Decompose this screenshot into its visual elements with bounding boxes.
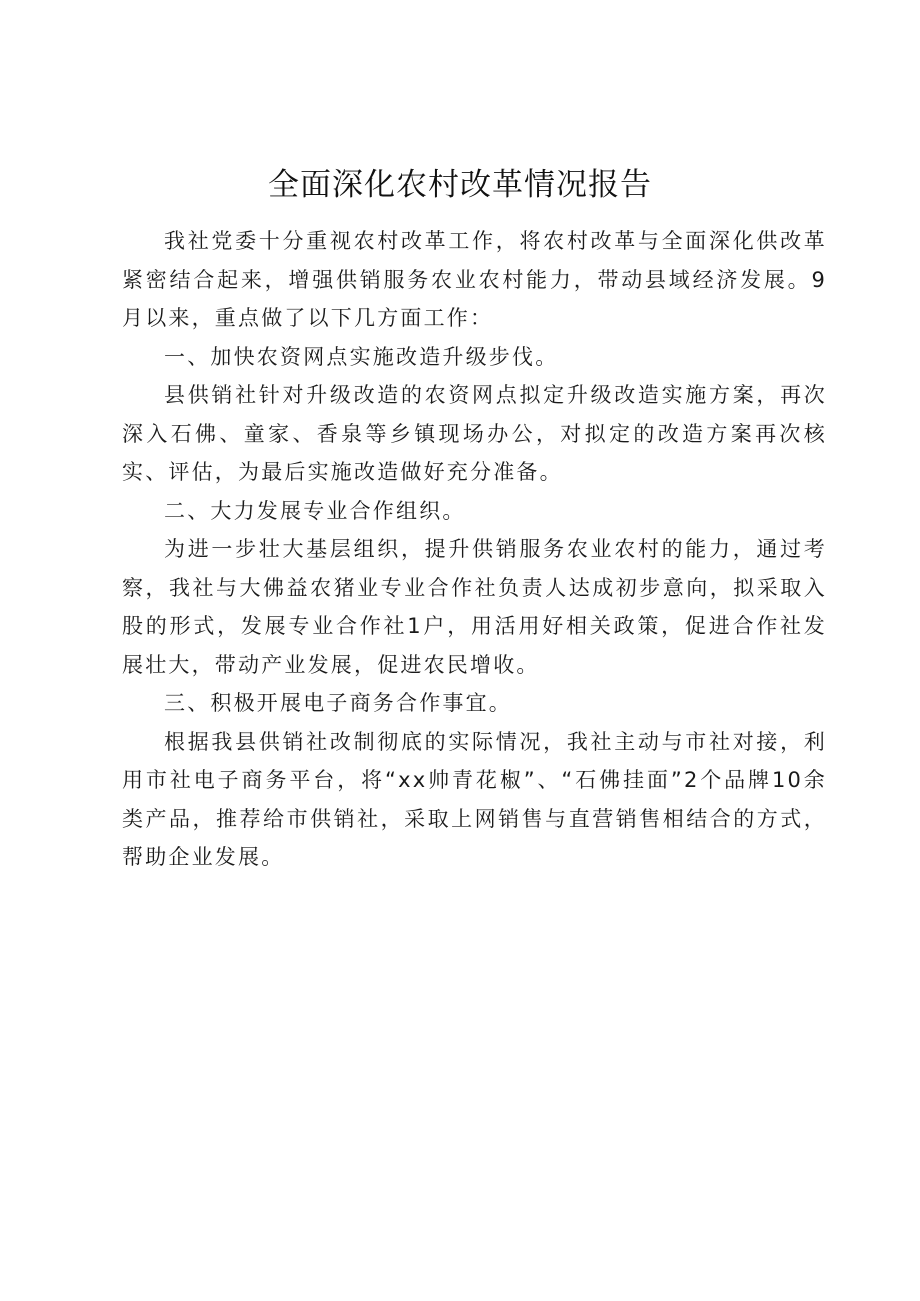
document-body [122, 222, 827, 877]
section-body-3: 根据我县供销社改制彻底的实际情况，我社主动与市社对接，利用市社电子商务平台，将“xx帅青花椒”、“石佛挂面”2个品牌10余类产品，推荐给市供销社，采取上网销售与直营销售相结合的方式，帮助企业发展。 [122, 729, 827, 869]
section-heading-3: 三、积极开展电子商务合作事宜。 [164, 691, 512, 715]
section-body-1: 县供销社针对升级改造的农资网点拟定升级改造实施方案，再次深入石佛、童家、香泉等乡镇现场办公，对拟定的改造方案再次核实、评估，为最后实施改造做好充分准备。 [122, 383, 827, 484]
document-title: 全面深化农村改革情况报告 [268, 167, 652, 203]
section-heading-1: 一、加快农资网点实施改造升级步伐。 [164, 344, 559, 369]
section-heading-2: 二、大力发展专业合作组织。 [164, 498, 466, 523]
section-body-2: 为进一步壮大基层组织，提升供销服务农业农村的能力，通过考察，我社与大佛益农猪业专业合作社负责人达成初步意向，拟采取入股的形式，发展专业合作社1户，用活用好相关政策，促进合作社发展壮大，带动产业发展，促进农民增收。 [122, 537, 827, 677]
intro-paragraph: 我社党委十分重视农村改革工作，将农村改革与全面深化供改革紧密结合起来，增强供销服务农业农村能力，带动县域经济发展。9月以来，重点做了以下几方面工作： [122, 229, 827, 330]
